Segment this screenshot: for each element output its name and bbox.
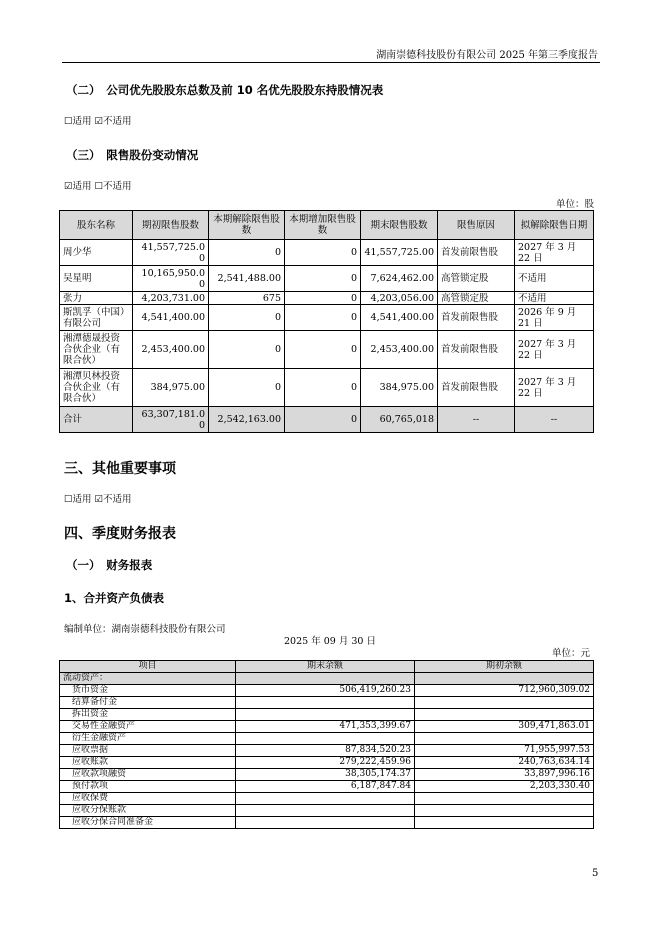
table-cell bbox=[236, 817, 415, 829]
table-header-row bbox=[60, 211, 594, 240]
table-cell: 合计 bbox=[60, 407, 133, 433]
table-cell: 0 bbox=[285, 331, 361, 369]
table-cell: 首发前限售股 bbox=[438, 369, 515, 407]
table-row bbox=[60, 745, 594, 757]
table-cell: 471,353,399.67 bbox=[236, 721, 415, 733]
table-cell: 交易性金融资产 bbox=[60, 721, 236, 733]
table-row bbox=[60, 733, 594, 745]
table-cell bbox=[415, 733, 594, 745]
report-date: 2025 年 09 月 30 日 bbox=[284, 636, 376, 647]
balance-sheet-table bbox=[59, 660, 594, 829]
table-row bbox=[60, 331, 594, 369]
restricted-shares-heading: （三） 限售股份变动情况 bbox=[66, 148, 199, 162]
table-cell: 首发前限售股 bbox=[438, 331, 515, 369]
column-header: 期末限售股数 bbox=[361, 211, 438, 240]
column-header: 股东名称 bbox=[60, 211, 133, 240]
column-header: 期初余额 bbox=[415, 661, 594, 673]
table-cell: 2,541,488.00 bbox=[209, 266, 285, 292]
table-cell: 4,541,400.00 bbox=[361, 305, 438, 331]
balance-unit: 单位：元 bbox=[551, 648, 590, 659]
table-cell: 斯凯孚（中国）有限公司 bbox=[60, 305, 133, 331]
table-cell: 衍生金融资产 bbox=[60, 733, 236, 745]
table-cell: 7,624,462.00 bbox=[361, 266, 438, 292]
table-row bbox=[60, 769, 594, 781]
table-cell: 0 bbox=[285, 369, 361, 407]
table-cell bbox=[415, 817, 594, 829]
table-cell bbox=[236, 733, 415, 745]
financial-statements-subheading: （一） 财务报表 bbox=[66, 558, 153, 572]
table-cell: 712,960,309.02 bbox=[415, 685, 594, 697]
table-cell: 384,975.00 bbox=[133, 369, 209, 407]
table-cell: 4,203,056.00 bbox=[361, 292, 438, 305]
table-cell bbox=[236, 709, 415, 721]
table-row bbox=[60, 757, 594, 769]
other-matters-options: ☐适用 ☑不适用 bbox=[64, 494, 132, 505]
table-cell bbox=[415, 805, 594, 817]
table-cell: 506,419,260.23 bbox=[236, 685, 415, 697]
table-cell: 87,834,520.23 bbox=[236, 745, 415, 757]
table-cell: 应收分保合同准备金 bbox=[60, 817, 236, 829]
table-cell: 2,453,400.00 bbox=[361, 331, 438, 369]
table-row bbox=[60, 817, 594, 829]
table-cell: 预付款项 bbox=[60, 781, 236, 793]
table-cell: 张力 bbox=[60, 292, 133, 305]
table-cell: 33,897,996.16 bbox=[415, 769, 594, 781]
table-cell: 4,541,400.00 bbox=[133, 305, 209, 331]
table-cell: 384,975.00 bbox=[361, 369, 438, 407]
table-cell: 高管锁定股 bbox=[438, 266, 515, 292]
table-cell: 应收保费 bbox=[60, 793, 236, 805]
table-cell: 应收分保账款 bbox=[60, 805, 236, 817]
table-cell: 0 bbox=[285, 292, 361, 305]
table-cell: 63,307,181.00 bbox=[133, 407, 209, 433]
table-row bbox=[60, 721, 594, 733]
table-cell: 2,453,400.00 bbox=[133, 331, 209, 369]
table-cell: 首发前限售股 bbox=[438, 240, 515, 266]
table-cell: 吴星明 bbox=[60, 266, 133, 292]
table-cell: 10,165,950.00 bbox=[133, 266, 209, 292]
table-cell: 240,763,634.14 bbox=[415, 757, 594, 769]
table-cell: 0 bbox=[285, 266, 361, 292]
table-row bbox=[60, 697, 594, 709]
column-header: 期末余额 bbox=[236, 661, 415, 673]
page-number: 5 bbox=[592, 868, 599, 879]
table-cell: 309,471,863.01 bbox=[415, 721, 594, 733]
table-cell: 湘潭德晟投资合伙企业（有限合伙） bbox=[60, 331, 133, 369]
table-row bbox=[60, 685, 594, 697]
table-row bbox=[60, 781, 594, 793]
table-cell bbox=[415, 709, 594, 721]
table-cell: 0 bbox=[209, 331, 285, 369]
table-cell: 0 bbox=[209, 240, 285, 266]
table-cell: 675 bbox=[209, 292, 285, 305]
table-cell bbox=[415, 673, 594, 685]
table-cell: 6,187,847.84 bbox=[236, 781, 415, 793]
table-cell: 应收票据 bbox=[60, 745, 236, 757]
table-cell: 高管锁定股 bbox=[438, 292, 515, 305]
table-row bbox=[60, 266, 594, 292]
column-header: 限售原因 bbox=[438, 211, 515, 240]
table-cell bbox=[415, 793, 594, 805]
table-cell bbox=[415, 697, 594, 709]
restricted-shares-table bbox=[59, 210, 594, 433]
table-cell: 2027 年 3 月 22 日 bbox=[515, 369, 594, 407]
table-cell: 不适用 bbox=[515, 266, 594, 292]
table-row bbox=[60, 709, 594, 721]
table-cell: 货币资金 bbox=[60, 685, 236, 697]
table-cell: 2026 年 9 月 21 日 bbox=[515, 305, 594, 331]
table-cell: 湘潭贝林投资合伙企业（有限合伙） bbox=[60, 369, 133, 407]
table-cell: 2027 年 3 月 22 日 bbox=[515, 240, 594, 266]
table-row bbox=[60, 240, 594, 266]
table-cell bbox=[236, 805, 415, 817]
table-cell: 71,955,997.53 bbox=[415, 745, 594, 757]
table-cell: 周少华 bbox=[60, 240, 133, 266]
preferred-shares-options: ☐适用 ☑不适用 bbox=[64, 116, 132, 127]
table-total-row bbox=[60, 407, 594, 433]
table-cell: 首发前限售股 bbox=[438, 305, 515, 331]
table-cell: 结算备付金 bbox=[60, 697, 236, 709]
table-row bbox=[60, 805, 594, 817]
restricted-unit: 单位：股 bbox=[555, 199, 594, 210]
table-cell: 2,203,330.40 bbox=[415, 781, 594, 793]
table-cell: 0 bbox=[285, 240, 361, 266]
restricted-shares-options: ☑适用 ☐不适用 bbox=[64, 181, 132, 192]
table-cell: 拆出资金 bbox=[60, 709, 236, 721]
table-cell bbox=[236, 673, 415, 685]
table-cell: 0 bbox=[209, 369, 285, 407]
table-cell: -- bbox=[438, 407, 515, 433]
table-cell: 应收账款 bbox=[60, 757, 236, 769]
column-header: 项目 bbox=[60, 661, 236, 673]
preparing-company: 编制单位：湖南崇德科技股份有限公司 bbox=[64, 624, 226, 635]
table-cell: 不适用 bbox=[515, 292, 594, 305]
column-header: 本期增加限售股数 bbox=[285, 211, 361, 240]
table-row bbox=[60, 673, 594, 685]
table-cell: 41,557,725.00 bbox=[133, 240, 209, 266]
column-header: 本期解除限售股数 bbox=[209, 211, 285, 240]
table-row bbox=[60, 292, 594, 305]
table-row bbox=[60, 369, 594, 407]
table-cell: 应收款项融资 bbox=[60, 769, 236, 781]
table-cell bbox=[236, 697, 415, 709]
table-cell: 0 bbox=[209, 305, 285, 331]
table-cell: 2,542,163.00 bbox=[209, 407, 285, 433]
report-header: 湖南崇德科技股份有限公司 2025 年第三季度报告 bbox=[376, 50, 598, 61]
table-cell bbox=[236, 793, 415, 805]
column-header: 拟解除限售日期 bbox=[515, 211, 594, 240]
financial-statements-heading: 四、季度财务报表 bbox=[64, 526, 176, 542]
table-cell: 2027 年 3 月 22 日 bbox=[515, 331, 594, 369]
table-cell: 38,305,174.37 bbox=[236, 769, 415, 781]
table-cell: 60,765,018 bbox=[361, 407, 438, 433]
balance-sheet-heading: 1、合并资产负债表 bbox=[64, 591, 165, 605]
table-cell: -- bbox=[515, 407, 594, 433]
other-matters-heading: 三、其他重要事项 bbox=[64, 461, 176, 477]
table-header-row bbox=[60, 661, 594, 673]
table-cell: 0 bbox=[285, 407, 361, 433]
table-cell: 41,557,725.00 bbox=[361, 240, 438, 266]
table-cell: 4,203,731.00 bbox=[133, 292, 209, 305]
column-header: 期初限售股数 bbox=[133, 211, 209, 240]
table-cell: 流动资产： bbox=[60, 673, 236, 685]
table-row bbox=[60, 793, 594, 805]
preferred-shares-heading: （二） 公司优先股股东总数及前 10 名优先股股东持股情况表 bbox=[66, 83, 384, 97]
table-cell: 0 bbox=[285, 305, 361, 331]
table-cell: 279,222,459.96 bbox=[236, 757, 415, 769]
table-row bbox=[60, 305, 594, 331]
header-divider bbox=[62, 62, 600, 63]
